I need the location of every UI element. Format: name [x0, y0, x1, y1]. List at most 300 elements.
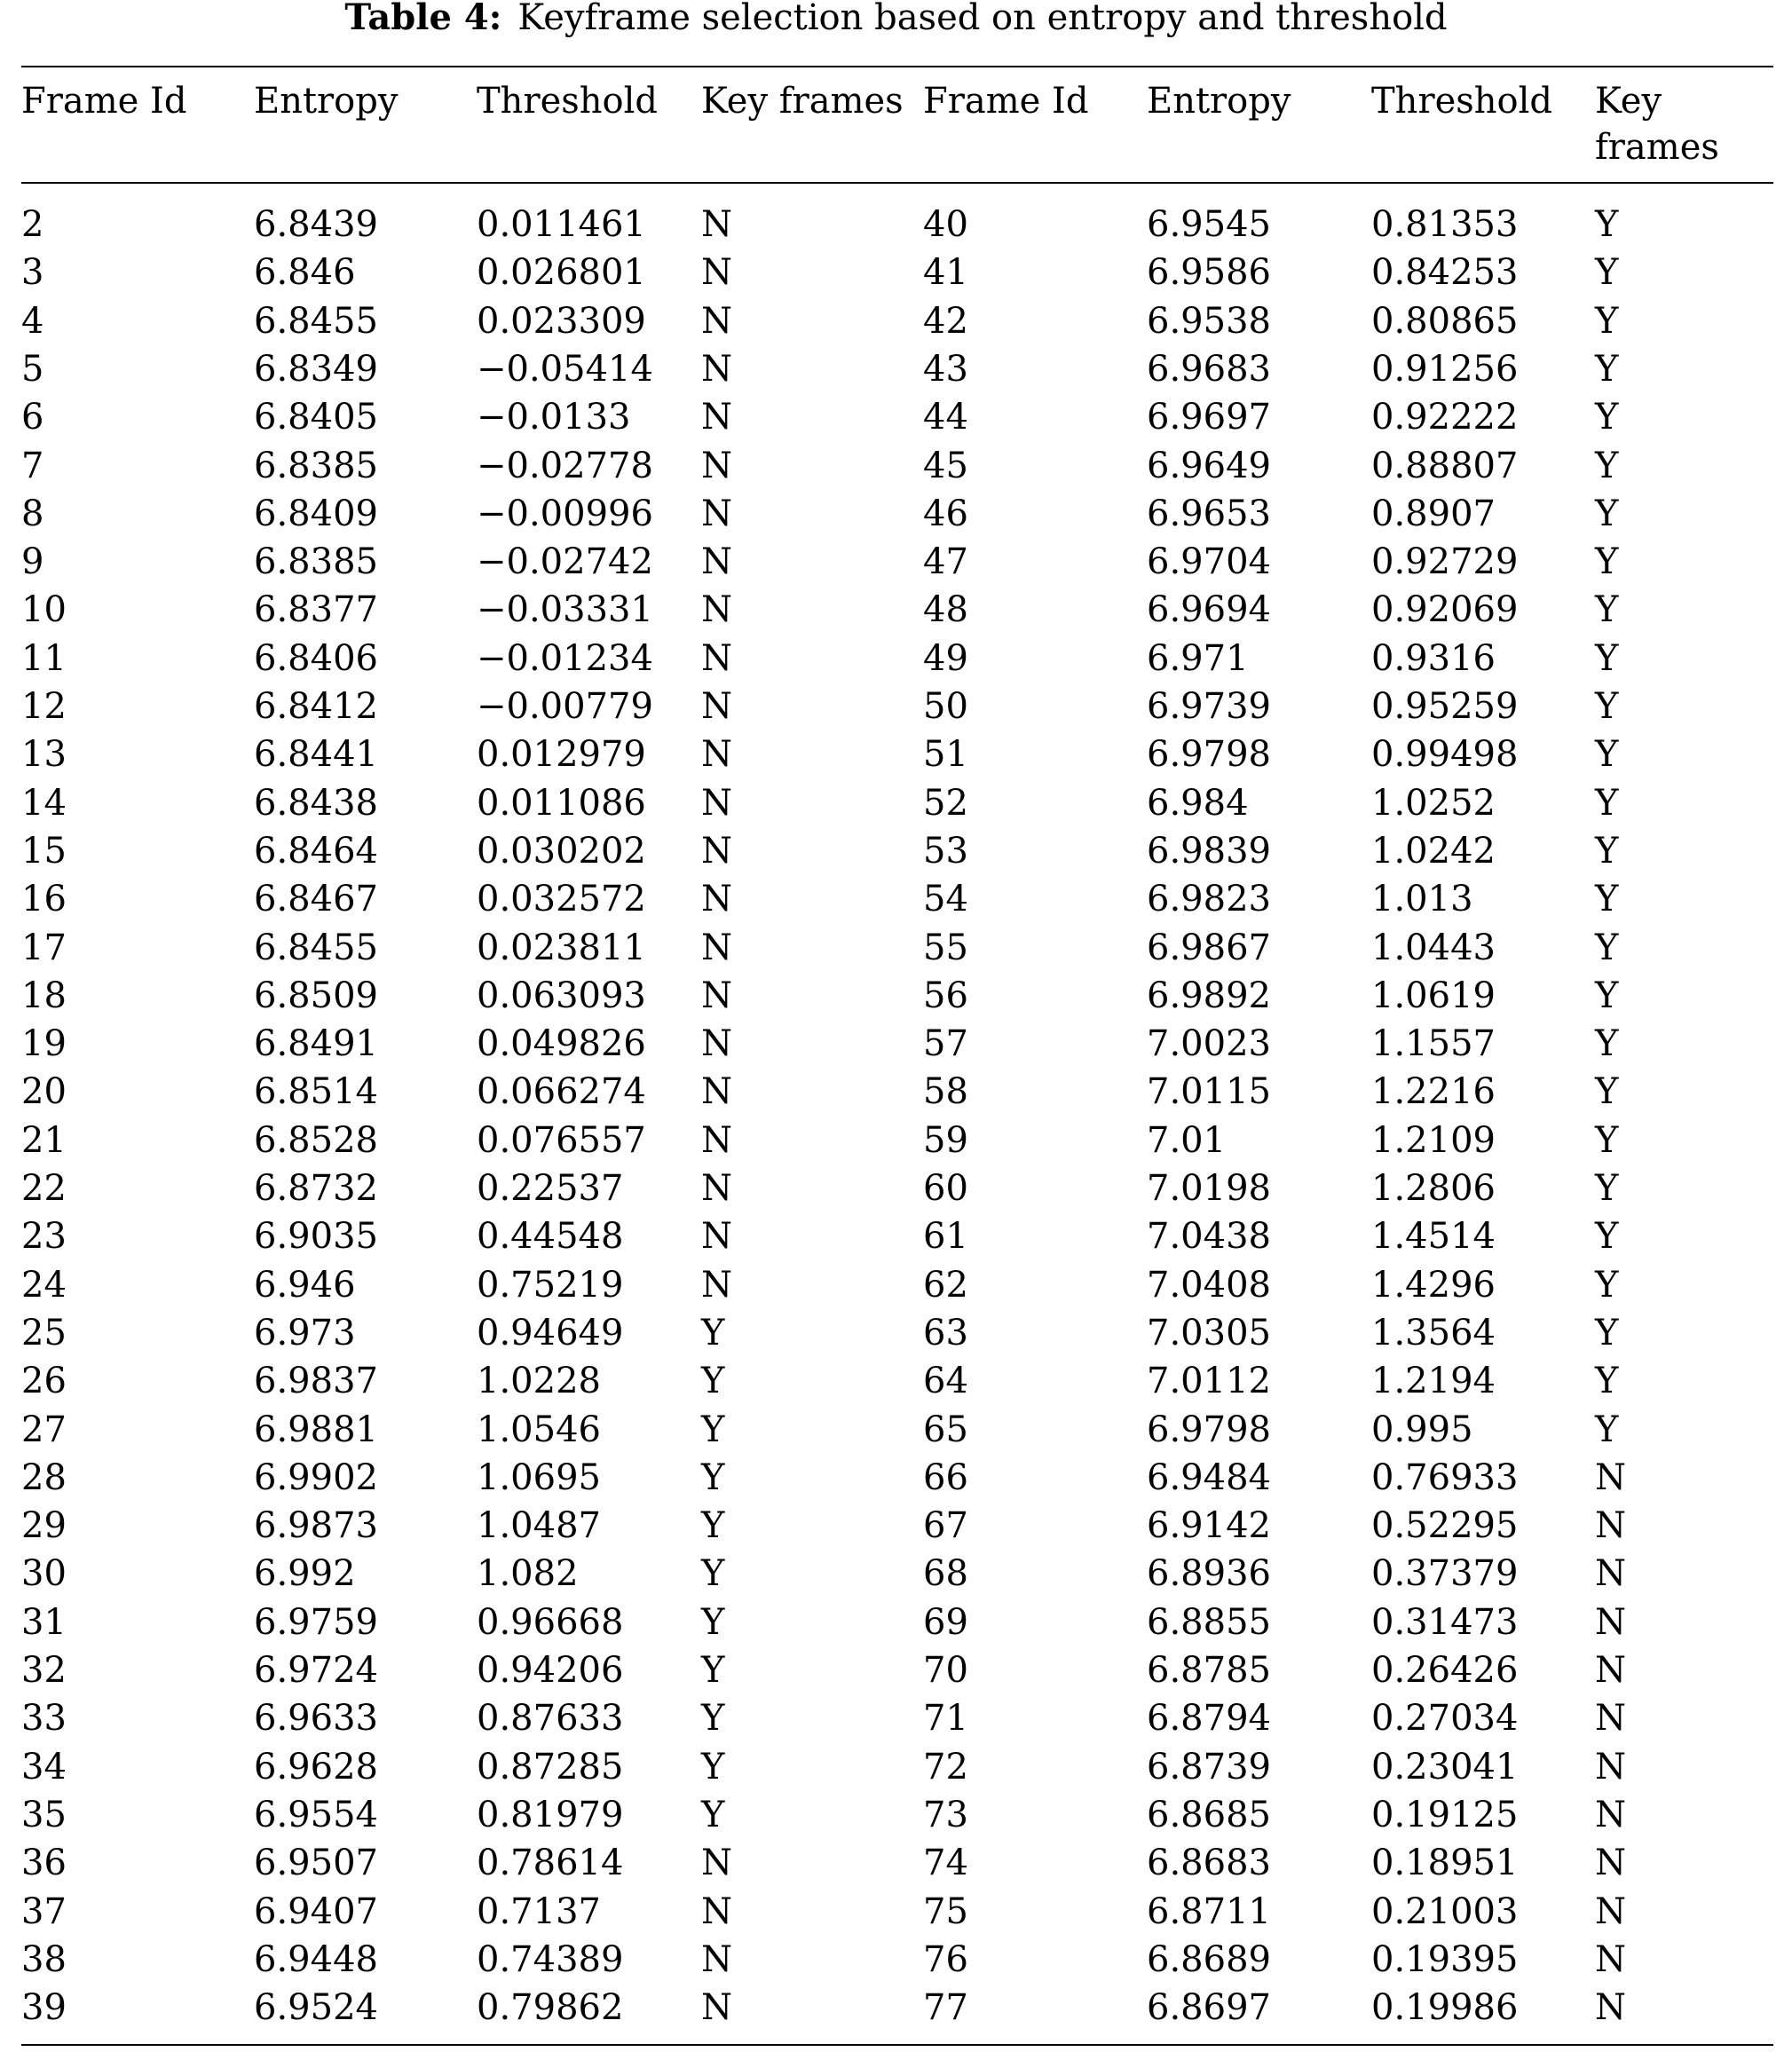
- cell-entropy-right: 6.9649: [1147, 446, 1271, 486]
- cell-threshold-right: 1.013: [1371, 879, 1473, 919]
- cell-key-frame-right: Y: [1595, 1265, 1619, 1306]
- cell-entropy-left: 6.8439: [254, 204, 378, 245]
- cell-key-frame-right: Y: [1595, 1361, 1619, 1401]
- cell-entropy-left: 6.8349: [254, 349, 378, 390]
- table-bottom-rule: [21, 2044, 1773, 2046]
- cell-key-frame-left: N: [701, 349, 732, 390]
- cell-entropy-right: 6.984: [1147, 783, 1249, 824]
- cell-frame-id-left: 2: [21, 204, 44, 245]
- cell-key-frame-left: Y: [701, 1361, 725, 1401]
- cell-entropy-left: 6.8455: [254, 301, 378, 342]
- table-row: [0, 586, 1792, 634]
- table-row: [0, 635, 1792, 683]
- cell-threshold-right: 1.0443: [1371, 927, 1496, 968]
- cell-frame-id-right: 65: [923, 1409, 968, 1450]
- cell-entropy-left: 6.8409: [254, 493, 378, 534]
- cell-key-frame-right: Y: [1595, 686, 1619, 727]
- cell-frame-id-right: 43: [923, 349, 968, 390]
- cell-frame-id-left: 16: [21, 879, 67, 919]
- cell-threshold-left: 0.7137: [477, 1891, 601, 1932]
- cell-frame-id-right: 53: [923, 831, 968, 872]
- cell-threshold-right: 0.91256: [1371, 349, 1519, 390]
- table-header: [0, 78, 1792, 176]
- cell-key-frame-right: Y: [1595, 493, 1619, 534]
- cell-threshold-left: 1.082: [477, 1553, 579, 1594]
- cell-frame-id-left: 13: [21, 734, 67, 775]
- cell-entropy-left: 6.9724: [254, 1650, 378, 1691]
- cell-frame-id-left: 7: [21, 446, 44, 486]
- cell-threshold-left: 0.74389: [477, 1939, 624, 1980]
- table-row: [0, 1212, 1792, 1260]
- cell-threshold-left: 0.79862: [477, 1987, 624, 2028]
- cell-entropy-left: 6.8438: [254, 783, 378, 824]
- cell-key-frame-left: N: [701, 1891, 732, 1932]
- cell-frame-id-right: 66: [923, 1457, 968, 1498]
- cell-frame-id-left: 24: [21, 1265, 67, 1306]
- cell-entropy-right: 7.0198: [1147, 1168, 1271, 1209]
- cell-key-frame-right: Y: [1595, 446, 1619, 486]
- cell-entropy-left: 6.9837: [254, 1361, 378, 1401]
- cell-threshold-right: 0.99498: [1371, 734, 1519, 775]
- cell-threshold-left: 0.22537: [477, 1168, 624, 1209]
- cell-frame-id-right: 54: [923, 879, 968, 919]
- cell-threshold-left: −0.00996: [477, 493, 653, 534]
- cell-frame-id-right: 40: [923, 204, 968, 245]
- cell-entropy-right: 6.9739: [1147, 686, 1271, 727]
- cell-frame-id-right: 52: [923, 783, 968, 824]
- cell-frame-id-left: 18: [21, 975, 67, 1016]
- cell-threshold-right: 1.0252: [1371, 783, 1496, 824]
- cell-threshold-right: 0.19125: [1371, 1795, 1519, 1835]
- cell-frame-id-right: 64: [923, 1361, 968, 1401]
- header-entropy-right: Entropy: [1147, 81, 1291, 122]
- cell-key-frame-right: Y: [1595, 301, 1619, 342]
- cell-key-frame-left: Y: [701, 1650, 725, 1691]
- cell-entropy-right: 6.971: [1147, 638, 1249, 679]
- cell-key-frame-right: N: [1595, 1987, 1626, 2028]
- cell-key-frame-left: N: [701, 446, 732, 486]
- cell-key-frame-left: N: [701, 638, 732, 679]
- cell-frame-id-left: 30: [21, 1553, 67, 1594]
- cell-key-frame-left: Y: [701, 1457, 725, 1498]
- cell-key-frame-left: Y: [701, 1409, 725, 1450]
- cell-threshold-left: 0.023309: [477, 301, 646, 342]
- cell-frame-id-right: 76: [923, 1939, 968, 1980]
- cell-frame-id-left: 28: [21, 1457, 67, 1498]
- cell-entropy-right: 6.8936: [1147, 1553, 1271, 1594]
- cell-frame-id-left: 31: [21, 1602, 67, 1643]
- table-row: [0, 730, 1792, 778]
- cell-entropy-right: 6.9545: [1147, 204, 1271, 245]
- table-row: [0, 1020, 1792, 1068]
- cell-threshold-left: 0.87285: [477, 1747, 624, 1788]
- cell-entropy-right: 7.01: [1147, 1120, 1227, 1161]
- cell-threshold-left: −0.02778: [477, 446, 653, 486]
- cell-frame-id-left: 25: [21, 1313, 67, 1354]
- cell-key-frame-left: N: [701, 204, 732, 245]
- cell-frame-id-left: 36: [21, 1843, 67, 1883]
- cell-entropy-left: 6.9628: [254, 1747, 378, 1788]
- cell-frame-id-right: 60: [923, 1168, 968, 1209]
- cell-entropy-right: 6.9867: [1147, 927, 1271, 968]
- cell-key-frame-left: N: [701, 686, 732, 727]
- cell-threshold-left: 0.012979: [477, 734, 646, 775]
- cell-key-frame-right: Y: [1595, 927, 1619, 968]
- table-row: [0, 1743, 1792, 1791]
- cell-entropy-left: 6.992: [254, 1553, 356, 1594]
- cell-key-frame-left: N: [701, 879, 732, 919]
- table-row: [0, 1888, 1792, 1936]
- cell-threshold-right: 0.76933: [1371, 1457, 1519, 1498]
- cell-threshold-right: 0.23041: [1371, 1747, 1519, 1788]
- table-row: [0, 1791, 1792, 1839]
- cell-entropy-right: 6.8855: [1147, 1602, 1271, 1643]
- table-row: [0, 1406, 1792, 1454]
- cell-threshold-right: 0.21003: [1371, 1891, 1519, 1932]
- cell-frame-id-left: 6: [21, 397, 44, 438]
- cell-key-frame-left: N: [701, 1023, 732, 1064]
- cell-key-frame-right: Y: [1595, 1071, 1619, 1112]
- header-threshold-left: Threshold: [477, 81, 659, 122]
- cell-threshold-right: 1.4296: [1371, 1265, 1496, 1306]
- table-row: [0, 1984, 1792, 2032]
- cell-key-frame-right: Y: [1595, 541, 1619, 582]
- cell-entropy-right: 7.0115: [1147, 1071, 1271, 1112]
- cell-key-frame-left: N: [701, 927, 732, 968]
- cell-key-frame-left: N: [701, 1120, 732, 1161]
- header-entropy-left: Entropy: [254, 81, 399, 122]
- cell-entropy-right: 6.8711: [1147, 1891, 1271, 1932]
- cell-frame-id-right: 68: [923, 1553, 968, 1594]
- cell-threshold-right: 0.95259: [1371, 686, 1519, 727]
- cell-frame-id-left: 9: [21, 541, 44, 582]
- cell-frame-id-left: 33: [21, 1698, 67, 1739]
- cell-entropy-right: 7.0438: [1147, 1216, 1271, 1257]
- cell-frame-id-right: 45: [923, 446, 968, 486]
- cell-entropy-left: 6.973: [254, 1313, 356, 1354]
- cell-frame-id-left: 4: [21, 301, 44, 342]
- cell-entropy-right: 6.9653: [1147, 493, 1271, 534]
- cell-frame-id-right: 72: [923, 1747, 968, 1788]
- cell-entropy-right: 6.8785: [1147, 1650, 1271, 1691]
- cell-threshold-left: −0.0133: [477, 397, 631, 438]
- cell-frame-id-left: 11: [21, 638, 67, 679]
- cell-frame-id-left: 27: [21, 1409, 67, 1450]
- table-row: [0, 1357, 1792, 1405]
- cell-frame-id-right: 50: [923, 686, 968, 727]
- cell-frame-id-right: 74: [923, 1843, 968, 1883]
- cell-entropy-right: 6.8697: [1147, 1987, 1271, 2028]
- cell-frame-id-right: 55: [923, 927, 968, 968]
- cell-key-frame-left: Y: [701, 1553, 725, 1594]
- cell-entropy-right: 6.9823: [1147, 879, 1271, 919]
- cell-entropy-right: 6.9683: [1147, 349, 1271, 390]
- cell-entropy-right: 7.0112: [1147, 1361, 1271, 1401]
- cell-threshold-right: 0.52295: [1371, 1505, 1519, 1546]
- cell-key-frame-right: N: [1595, 1602, 1626, 1643]
- cell-entropy-left: 6.8406: [254, 638, 378, 679]
- cell-frame-id-left: 39: [21, 1987, 67, 2028]
- table-body: [0, 201, 1792, 2034]
- cell-threshold-left: 0.87633: [477, 1698, 624, 1739]
- cell-frame-id-left: 21: [21, 1120, 67, 1161]
- cell-threshold-left: 0.96668: [477, 1602, 624, 1643]
- cell-entropy-left: 6.846: [254, 252, 356, 293]
- cell-entropy-left: 6.9407: [254, 1891, 378, 1932]
- cell-key-frame-left: N: [701, 1987, 732, 2028]
- cell-entropy-right: 6.8689: [1147, 1939, 1271, 1980]
- cell-threshold-left: 0.032572: [477, 879, 646, 919]
- cell-entropy-left: 6.8514: [254, 1071, 378, 1112]
- cell-threshold-left: 0.011461: [477, 204, 646, 245]
- table-top-rule: [21, 66, 1773, 67]
- header-key-frames-left: Key frames: [701, 81, 904, 122]
- cell-entropy-left: 6.9507: [254, 1843, 378, 1883]
- cell-threshold-right: 1.4514: [1371, 1216, 1496, 1257]
- table-row: [0, 538, 1792, 586]
- cell-threshold-right: 0.9316: [1371, 638, 1496, 679]
- cell-threshold-left: 0.94206: [477, 1650, 624, 1691]
- cell-threshold-left: 0.023811: [477, 927, 646, 968]
- cell-frame-id-right: 71: [923, 1698, 968, 1739]
- table-caption: [0, 0, 1792, 39]
- cell-threshold-left: 0.030202: [477, 831, 646, 872]
- cell-frame-id-left: 17: [21, 927, 67, 968]
- cell-entropy-right: 6.9704: [1147, 541, 1271, 582]
- cell-key-frame-right: Y: [1595, 975, 1619, 1016]
- cell-entropy-left: 6.9035: [254, 1216, 378, 1257]
- cell-entropy-left: 6.8385: [254, 446, 378, 486]
- table-row: [0, 1454, 1792, 1502]
- cell-frame-id-right: 41: [923, 252, 968, 293]
- cell-key-frame-left: Y: [701, 1795, 725, 1835]
- cell-frame-id-left: 19: [21, 1023, 67, 1064]
- cell-key-frame-right: Y: [1595, 734, 1619, 775]
- cell-entropy-right: 6.9798: [1147, 734, 1271, 775]
- cell-threshold-left: 0.75219: [477, 1265, 624, 1306]
- table-row: [0, 1550, 1792, 1598]
- cell-threshold-left: 0.81979: [477, 1795, 624, 1835]
- cell-key-frame-right: Y: [1595, 204, 1619, 245]
- table-row: [0, 779, 1792, 827]
- cell-key-frame-left: Y: [701, 1505, 725, 1546]
- cell-entropy-right: 6.8683: [1147, 1843, 1271, 1883]
- table-caption-text: Keyframe selection based on entropy and threshold: [517, 0, 1448, 38]
- cell-frame-id-right: 62: [923, 1265, 968, 1306]
- cell-key-frame-left: Y: [701, 1602, 725, 1643]
- cell-threshold-right: 0.92222: [1371, 397, 1519, 438]
- table-row: [0, 1261, 1792, 1309]
- cell-entropy-left: 6.946: [254, 1265, 356, 1306]
- cell-frame-id-right: 63: [923, 1313, 968, 1354]
- cell-threshold-left: −0.02742: [477, 541, 653, 582]
- cell-threshold-left: −0.03331: [477, 589, 653, 630]
- cell-entropy-right: 6.8739: [1147, 1747, 1271, 1788]
- table-row: [0, 1839, 1792, 1887]
- cell-threshold-right: 1.1557: [1371, 1023, 1496, 1064]
- cell-frame-id-right: 42: [923, 301, 968, 342]
- cell-entropy-right: 7.0023: [1147, 1023, 1271, 1064]
- cell-key-frame-right: N: [1595, 1457, 1626, 1498]
- cell-key-frame-right: N: [1595, 1747, 1626, 1788]
- header-frame-id-right: Frame Id: [923, 81, 1089, 122]
- table-row: [0, 1117, 1792, 1164]
- cell-frame-id-right: 56: [923, 975, 968, 1016]
- cell-threshold-left: 0.94649: [477, 1313, 624, 1354]
- header-key-frames-right: [1595, 78, 1719, 170]
- table-row: [0, 201, 1792, 249]
- cell-frame-id-left: 32: [21, 1650, 67, 1691]
- cell-threshold-left: 0.076557: [477, 1120, 646, 1161]
- cell-entropy-left: 6.8455: [254, 927, 378, 968]
- table-row: [0, 924, 1792, 972]
- cell-threshold-right: 0.26426: [1371, 1650, 1519, 1691]
- cell-threshold-right: 0.19986: [1371, 1987, 1519, 2028]
- cell-key-frame-right: Y: [1595, 638, 1619, 679]
- cell-entropy-right: 6.8794: [1147, 1698, 1271, 1739]
- cell-frame-id-right: 49: [923, 638, 968, 679]
- cell-entropy-left: 6.9902: [254, 1457, 378, 1498]
- header-frame-id-left: Frame Id: [21, 81, 187, 122]
- cell-frame-id-left: 22: [21, 1168, 67, 1209]
- cell-key-frame-right: Y: [1595, 589, 1619, 630]
- cell-key-frame-right: Y: [1595, 252, 1619, 293]
- cell-entropy-right: 6.9142: [1147, 1505, 1271, 1546]
- cell-entropy-right: 6.9586: [1147, 252, 1271, 293]
- cell-key-frame-left: N: [701, 301, 732, 342]
- cell-frame-id-right: 44: [923, 397, 968, 438]
- cell-frame-id-right: 48: [923, 589, 968, 630]
- cell-entropy-left: 6.8464: [254, 831, 378, 872]
- cell-frame-id-right: 46: [923, 493, 968, 534]
- cell-key-frame-left: N: [701, 1265, 732, 1306]
- cell-key-frame-right: Y: [1595, 1409, 1619, 1450]
- header-key-frames-right-line1: Key: [1595, 81, 1662, 122]
- table-row: [0, 683, 1792, 730]
- cell-frame-id-right: 57: [923, 1023, 968, 1064]
- table-row: [0, 1309, 1792, 1357]
- cell-key-frame-right: Y: [1595, 879, 1619, 919]
- header-key-frames-right-line2: frames: [1595, 127, 1719, 168]
- table-row: [0, 490, 1792, 538]
- cell-key-frame-left: N: [701, 734, 732, 775]
- cell-entropy-left: 6.9633: [254, 1698, 378, 1739]
- cell-frame-id-right: 75: [923, 1891, 968, 1932]
- table-caption-label: Table 4:: [344, 0, 502, 38]
- cell-entropy-right: 6.9892: [1147, 975, 1271, 1016]
- cell-entropy-left: 6.8491: [254, 1023, 378, 1064]
- cell-key-frame-left: Y: [701, 1747, 725, 1788]
- cell-threshold-right: 0.37379: [1371, 1553, 1519, 1594]
- cell-entropy-right: 7.0408: [1147, 1265, 1271, 1306]
- cell-key-frame-right: N: [1595, 1698, 1626, 1739]
- table-row: [0, 442, 1792, 490]
- cell-frame-id-right: 77: [923, 1987, 968, 2028]
- cell-threshold-right: 0.31473: [1371, 1602, 1519, 1643]
- cell-entropy-left: 6.8412: [254, 686, 378, 727]
- header-threshold-right: Threshold: [1371, 81, 1553, 122]
- cell-threshold-left: −0.00779: [477, 686, 653, 727]
- cell-key-frame-left: N: [701, 1843, 732, 1883]
- cell-key-frame-left: N: [701, 1071, 732, 1112]
- cell-key-frame-right: Y: [1595, 1313, 1619, 1354]
- cell-entropy-left: 6.8385: [254, 541, 378, 582]
- table-row: [0, 1694, 1792, 1742]
- cell-threshold-right: 0.88807: [1371, 446, 1519, 486]
- cell-frame-id-left: 29: [21, 1505, 67, 1546]
- cell-key-frame-left: Y: [701, 1698, 725, 1739]
- cell-threshold-right: 0.81353: [1371, 204, 1519, 245]
- cell-threshold-left: 0.049826: [477, 1023, 646, 1064]
- cell-frame-id-right: 51: [923, 734, 968, 775]
- cell-threshold-left: 0.066274: [477, 1071, 646, 1112]
- cell-key-frame-left: N: [701, 783, 732, 824]
- cell-key-frame-right: N: [1595, 1843, 1626, 1883]
- cell-frame-id-left: 37: [21, 1891, 67, 1932]
- cell-key-frame-left: Y: [701, 1313, 725, 1354]
- cell-key-frame-right: Y: [1595, 1216, 1619, 1257]
- cell-entropy-right: 6.9697: [1147, 397, 1271, 438]
- cell-frame-id-left: 5: [21, 349, 44, 390]
- cell-key-frame-right: N: [1595, 1650, 1626, 1691]
- cell-threshold-right: 0.84253: [1371, 252, 1519, 293]
- cell-frame-id-right: 47: [923, 541, 968, 582]
- cell-key-frame-left: N: [701, 1168, 732, 1209]
- cell-threshold-right: 1.2109: [1371, 1120, 1496, 1161]
- table-row: [0, 827, 1792, 875]
- cell-key-frame-right: N: [1595, 1939, 1626, 1980]
- cell-frame-id-left: 34: [21, 1747, 67, 1788]
- cell-threshold-left: 0.063093: [477, 975, 646, 1016]
- cell-threshold-left: 1.0546: [477, 1409, 601, 1450]
- cell-key-frame-left: N: [701, 541, 732, 582]
- cell-entropy-right: 7.0305: [1147, 1313, 1271, 1354]
- cell-threshold-left: 0.011086: [477, 783, 646, 824]
- cell-entropy-left: 6.8509: [254, 975, 378, 1016]
- cell-frame-id-left: 26: [21, 1361, 67, 1401]
- cell-frame-id-left: 12: [21, 686, 67, 727]
- cell-entropy-left: 6.9448: [254, 1939, 378, 1980]
- cell-threshold-right: 0.27034: [1371, 1698, 1519, 1739]
- cell-frame-id-left: 15: [21, 831, 67, 872]
- cell-threshold-right: 0.18951: [1371, 1843, 1519, 1883]
- cell-key-frame-right: Y: [1595, 1168, 1619, 1209]
- cell-entropy-left: 6.9524: [254, 1987, 378, 2028]
- cell-frame-id-left: 8: [21, 493, 44, 534]
- cell-key-frame-right: Y: [1595, 1120, 1619, 1161]
- table-row: [0, 345, 1792, 393]
- cell-frame-id-right: 69: [923, 1602, 968, 1643]
- cell-frame-id-right: 59: [923, 1120, 968, 1161]
- cell-entropy-left: 6.9881: [254, 1409, 378, 1450]
- cell-threshold-left: 0.026801: [477, 252, 646, 293]
- cell-threshold-right: 0.92729: [1371, 541, 1519, 582]
- cell-threshold-left: 1.0695: [477, 1457, 601, 1498]
- cell-key-frame-right: Y: [1595, 1023, 1619, 1064]
- cell-key-frame-right: Y: [1595, 349, 1619, 390]
- cell-entropy-left: 6.9554: [254, 1795, 378, 1835]
- table-row: [0, 1646, 1792, 1694]
- cell-threshold-right: 1.0619: [1371, 975, 1496, 1016]
- cell-key-frame-left: N: [701, 1939, 732, 1980]
- cell-frame-id-right: 70: [923, 1650, 968, 1691]
- cell-threshold-right: 1.0242: [1371, 831, 1496, 872]
- table-row: [0, 1068, 1792, 1116]
- cell-frame-id-left: 20: [21, 1071, 67, 1112]
- cell-threshold-left: 1.0228: [477, 1361, 601, 1401]
- cell-threshold-right: 1.2216: [1371, 1071, 1496, 1112]
- cell-frame-id-right: 58: [923, 1071, 968, 1112]
